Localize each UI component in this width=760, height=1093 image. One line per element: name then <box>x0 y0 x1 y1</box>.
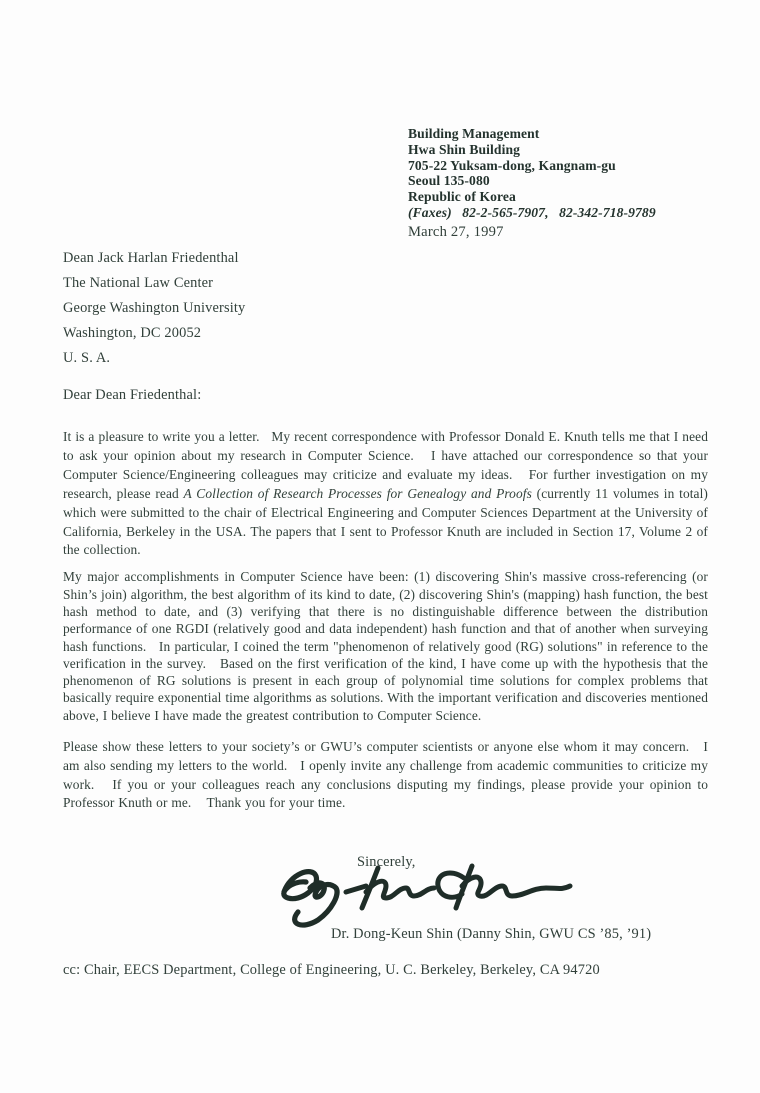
sender-address-line: Seoul 135-080 <box>408 173 490 189</box>
recipient-address-line: George Washington University <box>63 300 246 316</box>
valediction: Sincerely, <box>357 854 416 870</box>
paragraph-3: Please show these letters to your society’s or GWU’s computer scientists or anyone else whom it may concern. I am also sending my letters to the world. I openly invite any challenge from academic communities to criticize my work. If you or your colleagues reach any conclusions disputing my findings, please provide your opinion to Professor Knuth or me. Thank you for your time. <box>63 739 708 811</box>
handwritten-signature-icon <box>248 858 578 930</box>
sender-address-block <box>408 126 656 241</box>
sender-address-line: Republic of Korea <box>408 189 516 205</box>
paragraph-1-tail: (currently 11 volumes in total) which were submitted to the chair of Electrical Engineering and Computer Sciences Department at the University of California, Berkeley in the USA. The papers that I sent to Professor Knuth are included in Section 17, Volume 2 of the collection. <box>63 485 708 558</box>
sender-address-line: Hwa Shin Building <box>408 141 521 157</box>
salutation: Dear Dean Friedenthal: <box>63 387 202 403</box>
recipient-address-line: Washington, DC 20052 <box>63 325 202 341</box>
signed-name-line: Dr. Dong-Keun Shin (Danny Shin, GWU CS ’85, ’91) <box>331 926 652 942</box>
sender-address-line: Building Management <box>408 126 540 141</box>
sender-address-line: 705-22 Yuksam-dong, Kangnam-gu <box>408 157 616 173</box>
recipient-address-line: The National Law Center <box>63 275 214 291</box>
recipient-address-line: Dean Jack Harlan Friedenthal <box>63 250 239 266</box>
letter-body <box>63 386 708 813</box>
cc-line: cc: Chair, EECS Department, College of Engineering, U. C. Berkeley, Berkeley, CA 94720 <box>63 962 600 978</box>
letter-date: March 27, 1997 <box>408 223 504 240</box>
recipient-address-line: U. S. A. <box>63 350 111 366</box>
paragraph-2: My major accomplishments in Computer Science have been: (1) discovering Shin's massive cross-referencing (or Shin’s join) algorithm, the best algorithm of its kind to date, (2) discovering Shin's (mapping) hash function, the best hash method to date, and (3) verifying that there is no distinguishable difference between the distribution performance of one RGDI (relatively good and data independent) hash function and that of another when surveying hash functions. In particular, I coined the term "phenomenon of relatively good (RG) solutions" in reference to the verification in the survey. Based on the first verification of the kind, I have come up with the hypothesis that the phenomenon of RG solutions is present in each group of polynomial time solutions for complex problems that basically require exponential time algorithms as solutions. With the important verification and discoveries mentioned above, I believe I have made the greatest contribution to Computer Science. <box>63 569 708 723</box>
recipient-address-block <box>63 246 245 371</box>
sender-fax-line: (Faxes) 82-2-565-7907, 82-342-718-9789 <box>408 204 656 220</box>
paragraph-1 <box>63 428 708 560</box>
paragraph-1-lead: It is a pleasure to write you a letter. My recent correspondence with Professor Donald E. Knuth tells me that I need to ask your opinion about my research in Computer Science. I have attached our correspondence so that your Computer Science/Engineering colleagues may criticize and evaluate my ideas. For further investigation on my research, please read <box>63 429 708 501</box>
cited-work-title: A Collection of Research Processes for Genealogy and Proofs <box>183 485 532 501</box>
